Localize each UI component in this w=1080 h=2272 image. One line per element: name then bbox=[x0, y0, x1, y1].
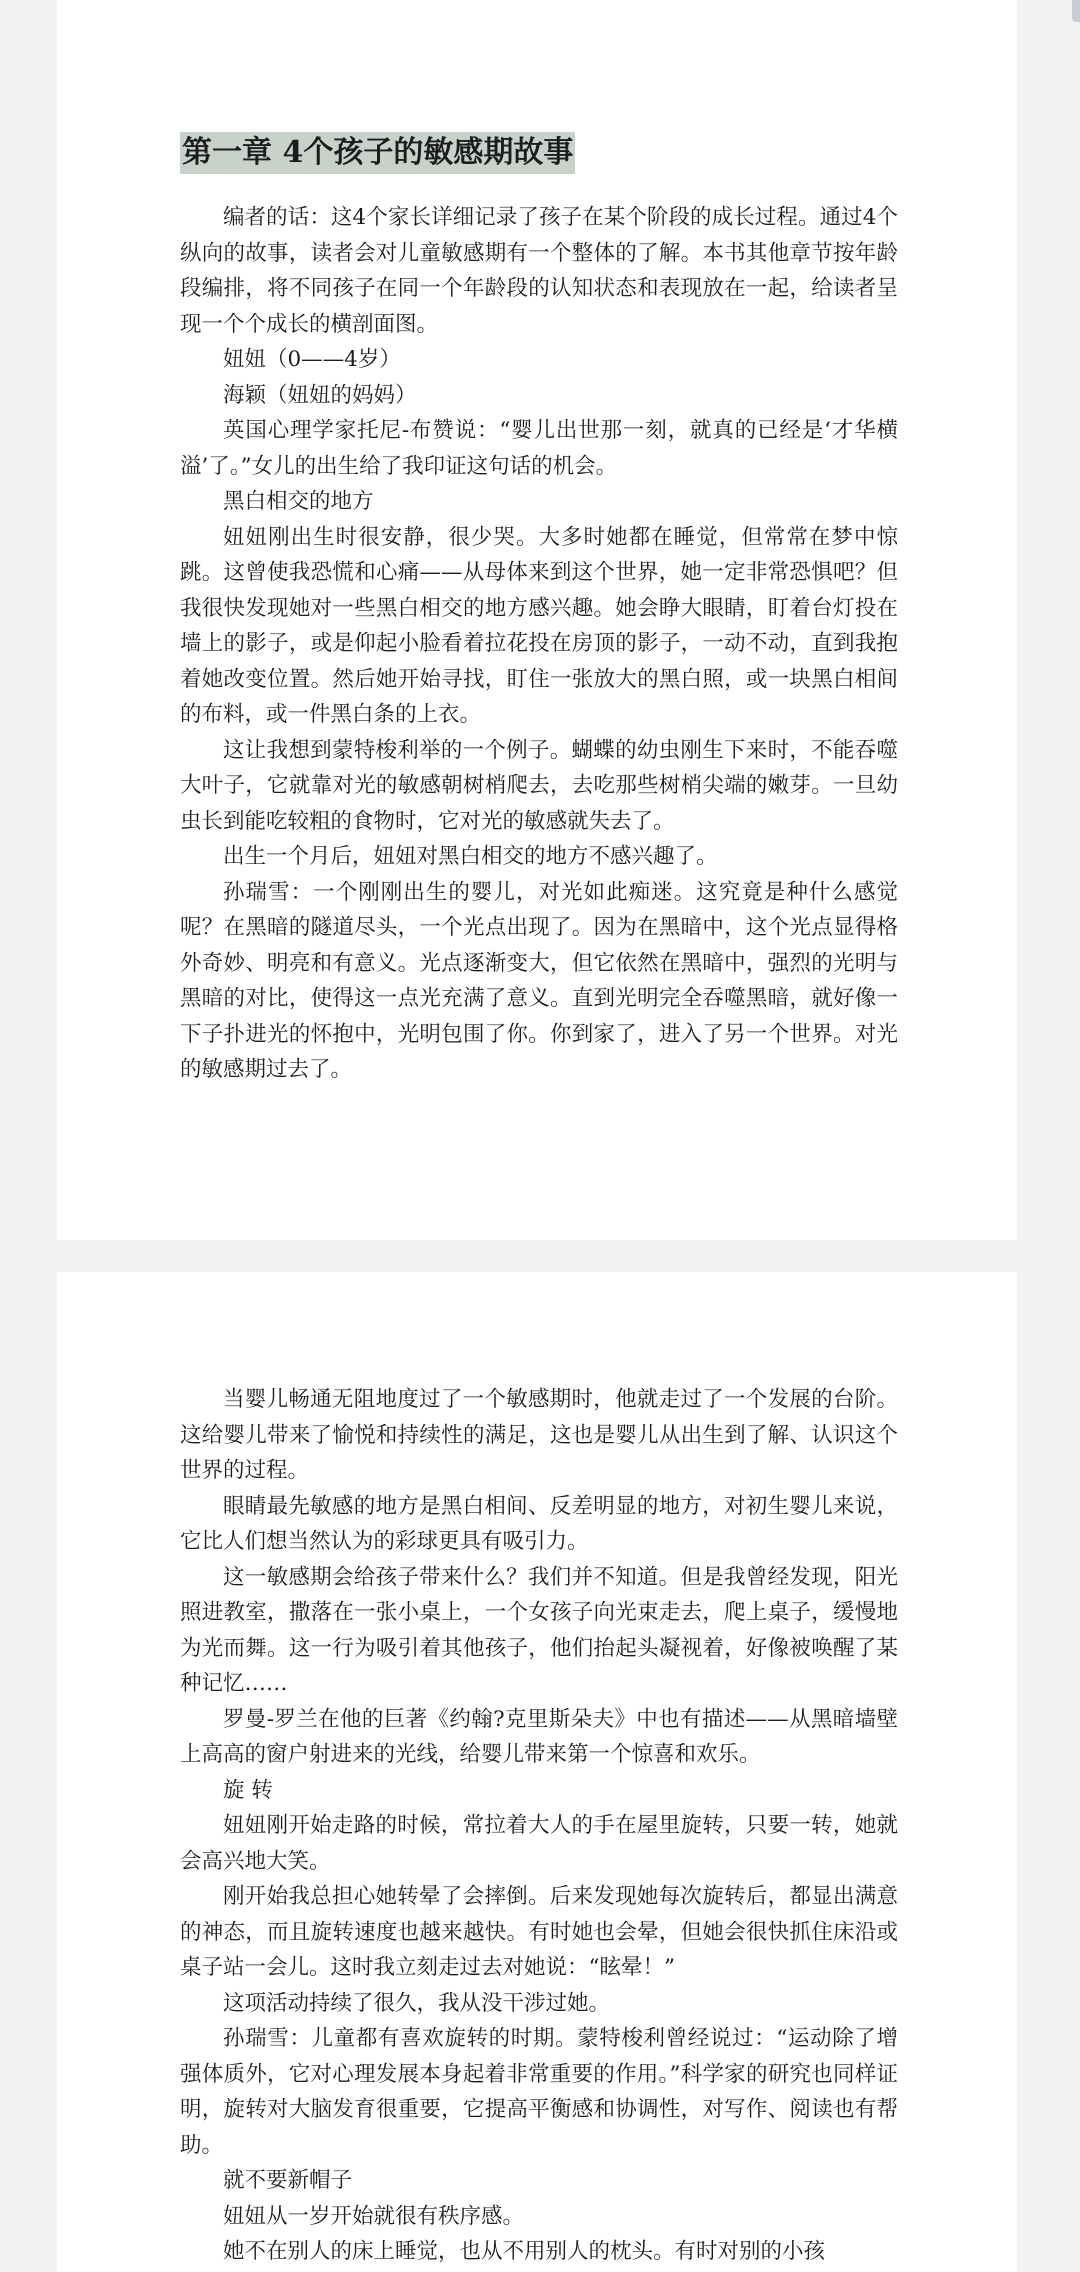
chapter-title: 第一章 4个孩子的敏感期故事 bbox=[180, 132, 575, 174]
paragraph: 出生一个月后，妞妞对黑白相交的地方不感兴趣了。 bbox=[223, 844, 718, 869]
paragraph: 这让我想到蒙特梭利举的一个例子。蝴蝶的幼虫刚生下来时，不能吞噬大叶子，它就靠对光的敏感朝树梢爬去，去吃那些树梢尖端的嫩芽。一旦幼虫长到能吃较粗的食物时，它对光的敏感就失去了。 bbox=[180, 737, 898, 834]
page-1-content bbox=[180, 132, 898, 1088]
page-2-content bbox=[180, 1382, 898, 2270]
paragraph: 编者的话：这4个家长详细记录了孩子在某个阶段的成长过程。通过4个纵向的故事，读者会对儿童敏感期有一个整体的了解。本书其他章节按年龄段编排，将不同孩子在同一个年龄段的认知状态和表现放在一起，给读者呈现一个个成长的横剖面图。 bbox=[180, 205, 898, 337]
paragraph: 妞妞刚开始走路的时候，常拉着大人的手在屋里旋转，只要一转，她就会高兴地大笑。 bbox=[180, 1813, 898, 1874]
paragraph: 海颖（妞妞的妈妈） bbox=[223, 382, 417, 408]
paragraph: 英国心理学家托尼-布赞说：“婴儿出世那一刻，就真的已经是‘才华横溢’了。”女儿的出生给了我印证这句话的机会。 bbox=[180, 418, 898, 479]
document-page-1 bbox=[57, 0, 1017, 1240]
paragraph: 妞妞从一岁开始就很有秩序感。 bbox=[223, 2203, 525, 2229]
paragraph: 这项活动持续了很久，我从没干涉过她。 bbox=[223, 1990, 611, 2016]
paragraph: 这一敏感期会给孩子带来什么？我们并不知道。但是我曾经发现，阳光照进教室，撒落在一张小桌上，一个女孩子向光束走去，爬上桌子，缓慢地为光而舞。这一行为吸引着其他孩子，他们抬起头凝视着，好像被唤醒了某种记忆…… bbox=[180, 1564, 898, 1696]
paragraph: 罗曼-罗兰在他的巨著《约翰?克里斯朵夫》中也有描述——从黑暗墙壁上高高的窗户射进来的光线，给婴儿带来第一个惊喜和欢乐。 bbox=[180, 1706, 898, 1767]
document-page-2 bbox=[57, 1272, 1017, 2272]
scroll-indicator[interactable] bbox=[1072, 0, 1080, 22]
paragraph: 刚开始我总担心她转晕了会摔倒。后来发现她每次旋转后，都显出满意的神态，而且旋转速度也越来越快。有时她也会晕，但她会很快抓住床沿或桌子站一会儿。这时我立刻走过去对她说：“眩晕！” bbox=[180, 1884, 898, 1980]
paragraph: 当婴儿畅通无阻地度过了一个敏感期时，他就走过了一个发展的台阶。这给婴儿带来了愉悦和持续性的满足，这也是婴儿从出生到了解、认识这个世界的过程。 bbox=[180, 1387, 898, 1483]
paragraph: 妞妞（0——4岁） bbox=[223, 347, 401, 372]
paragraph: 眼睛最先敏感的地方是黑白相间、反差明显的地方，对初生婴儿来说，它比人们想当然认为的彩球更具有吸引力。 bbox=[180, 1493, 898, 1554]
section-heading: 旋 转 bbox=[223, 1777, 273, 1803]
paragraph: 孙瑞雪：儿童都有喜欢旋转的时期。蒙特梭利曾经说过：“运动除了增强体质外，它对心理发展本身起着非常重要的作用。”科学家的研究也同样证明，旋转对大脑发育很重要，它提高平衡感和协调性，对写作、阅读也有帮助。 bbox=[180, 2026, 898, 2158]
section-heading: 就不要新帽子 bbox=[223, 2168, 353, 2193]
paragraph: 她不在别人的床上睡觉，也从不用别人的枕头。有时对别的小孩 bbox=[223, 2239, 826, 2264]
section-heading: 黑白相交的地方 bbox=[223, 489, 374, 514]
paragraph: 孙瑞雪：一个刚刚出生的婴儿，对光如此痴迷。这究竟是种什么感觉呢？在黑暗的隧道尽头，一个光点出现了。因为在黑暗中，这个光点显得格外奇妙、明亮和有意义。光点逐渐变大，但它依然在黑暗中，强烈的光明与黑暗的对比，使得这一点光充满了意义。直到光明完全吞噬黑暗，就好像一下子扑进光的怀抱中，光明包围了你。你到家了，进入了另一个世界。对光的敏感期过去了。 bbox=[180, 879, 898, 1082]
paragraph: 妞妞刚出生时很安静，很少哭。大多时她都在睡觉，但常常在梦中惊跳。这曾使我恐慌和心痛——从母体来到这个世界，她一定非常恐惧吧？但我很快发现她对一些黑白相交的地方感兴趣。她会睁大眼睛，盯着台灯投在墙上的影子，或是仰起小脸看着拉花投在房顶的影子，一动不动，直到我抱着她改变位置。然后她开始寻找，盯住一张放大的黑白照，或一块黑白相间的布料，或一件黑白条的上衣。 bbox=[180, 524, 898, 727]
